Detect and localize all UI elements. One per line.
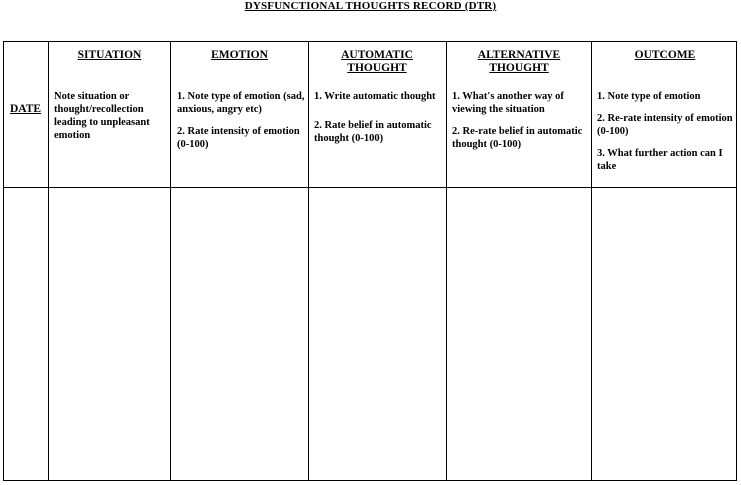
emotion-instruction-2: 2. Rate intensity of emotion (0-100) <box>177 126 300 150</box>
emotion-instruction-1: 1. Note type of emotion (sad, anxious, angry etc) <box>177 91 305 115</box>
automatic-thought-header: AUTOMATIC THOUGHT <box>341 49 413 74</box>
alternative-thought-instruction-2: 2. Re-rate belief in automatic thought (0-100) <box>452 126 583 150</box>
automatic-thought-instructions <box>314 90 440 154</box>
situation-header: SITUATION <box>77 49 142 61</box>
outcome-entry-cell[interactable] <box>592 188 736 480</box>
alternative-thought-header: ALTERNATIVE THOUGHT <box>477 49 561 74</box>
date-entry-cell[interactable] <box>4 188 48 480</box>
automatic-thought-entry-cell[interactable] <box>309 188 446 480</box>
outcome-header: OUTCOME <box>634 49 696 61</box>
emotion-instructions <box>177 90 305 160</box>
date-column-header: DATE <box>10 103 42 115</box>
outcome-instruction-1: 1. Note type of emotion <box>597 91 701 102</box>
outcome-instructions <box>597 90 733 182</box>
outcome-instruction-2: 2. Re-rate intensity of emotion (0-100) <box>597 113 733 137</box>
emotion-entry-cell[interactable] <box>171 188 308 480</box>
outcome-instruction-3: 3. What further action can I take <box>597 148 723 172</box>
emotion-header: EMOTION <box>211 49 268 61</box>
situation-instructions <box>54 90 168 151</box>
situation-entry-cell[interactable] <box>49 188 170 480</box>
situation-instruction-1: Note situation or thought/recollection leading to unpleasant emotion <box>54 91 150 141</box>
alternative-thought-instructions <box>452 90 590 160</box>
alternative-thought-entry-cell[interactable] <box>447 188 591 480</box>
page-title: DYSFUNCTIONAL THOUGHTS RECORD (DTR) <box>244 0 497 12</box>
alternative-thought-instruction-1: 1. What's another way of viewing the situation <box>452 91 564 115</box>
dtr-table <box>3 41 737 481</box>
automatic-thought-instruction-2: 2. Rate belief in automatic thought (0-100) <box>314 120 432 144</box>
automatic-thought-instruction-1: 1. Write automatic thought <box>314 91 436 102</box>
